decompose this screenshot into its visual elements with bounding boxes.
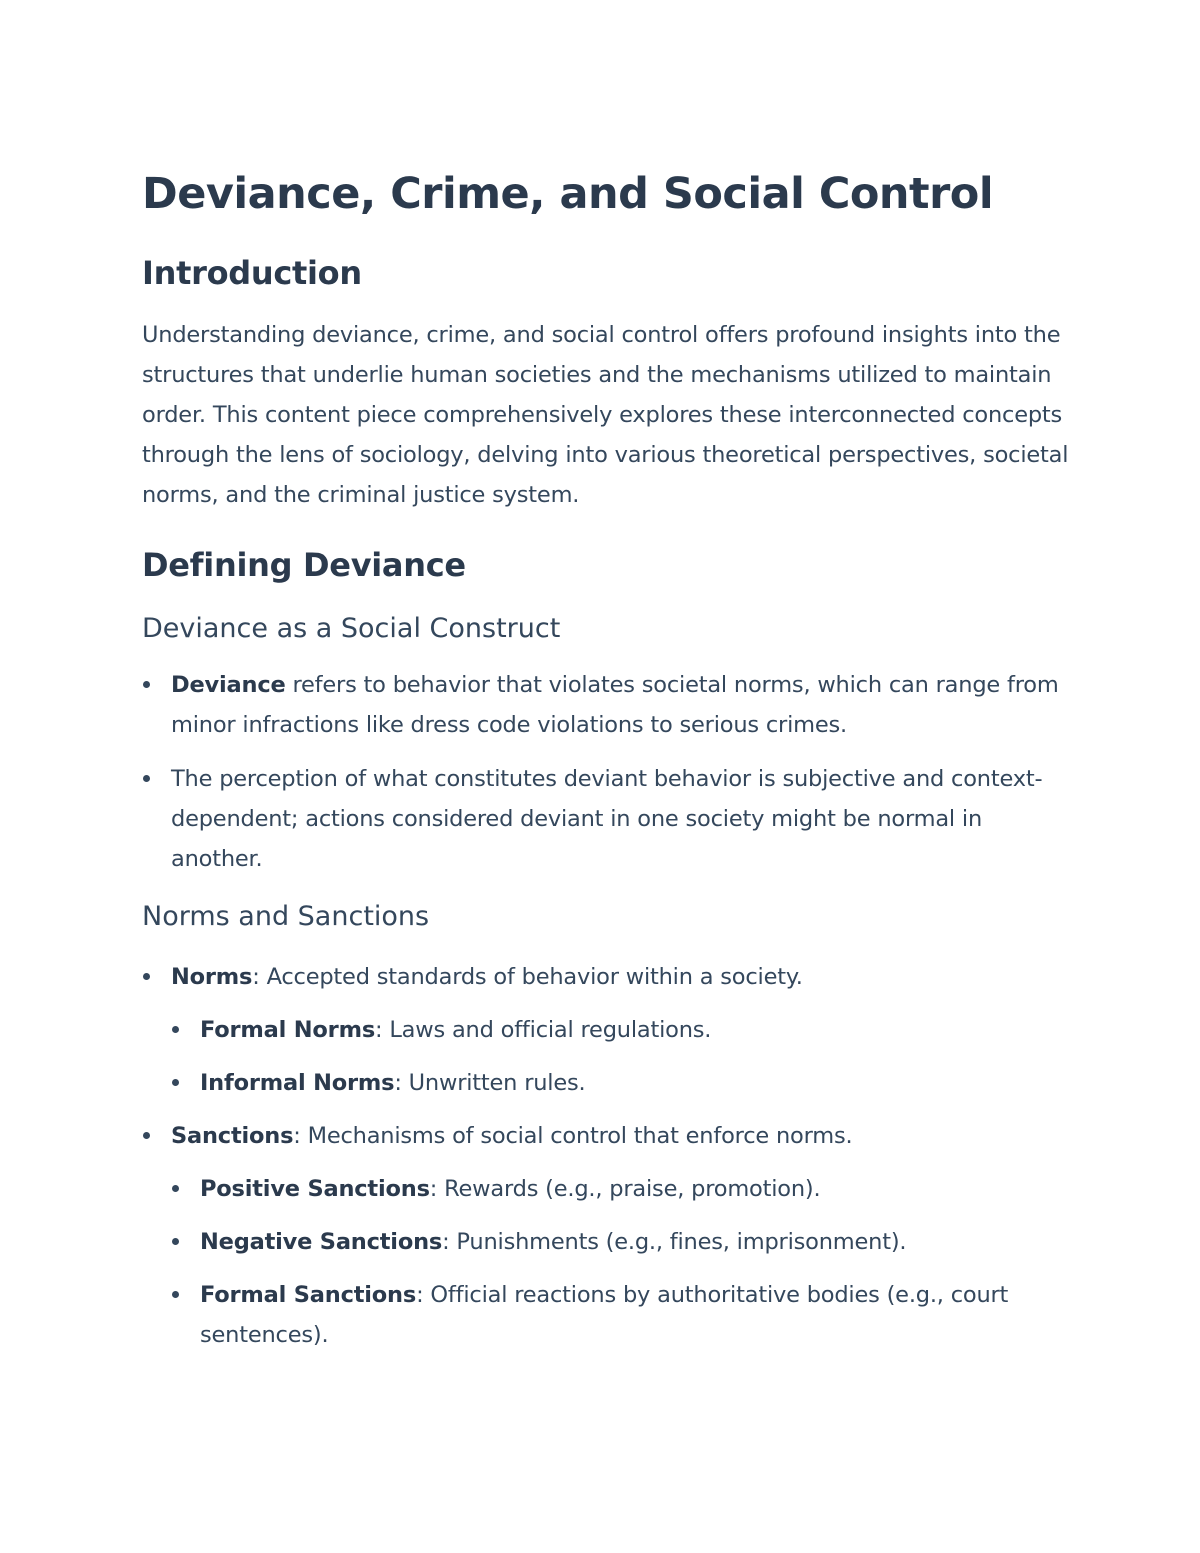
social-construct-list (142, 665, 1070, 879)
introduction-paragraph: Understanding deviance, crime, and social control offers profound insights into the structures that underlie human societies and the mechanisms utilized to maintain order. This content piece comprehensively explores these interconnected concepts through the lens of sociology, delving into various theoretical perspectives, societal norms, and the criminal justice system. (142, 322, 1069, 508)
item-text: : Unwritten rules. (394, 1070, 586, 1096)
section-heading-introduction: Introduction (142, 254, 362, 292)
list-item (142, 665, 1070, 745)
term-label: Norms (171, 964, 253, 990)
term-label: Informal Norms (200, 1070, 395, 1096)
list-item (142, 759, 1070, 879)
term-label: Formal Sanctions (200, 1282, 417, 1308)
sublist-item (171, 1275, 1070, 1355)
page-title: Deviance, Crime, and Social Control (142, 169, 994, 219)
item-text: refers to behavior that violates societal norms, which can range from minor infractions like dress code violations to serious crimes. (171, 672, 1059, 738)
bullet-icon (143, 775, 150, 782)
item-text: : Rewards (e.g., praise, promotion). (429, 1176, 821, 1202)
list-item-norms (142, 957, 1070, 1103)
norms-sanctions-list (142, 957, 1070, 1355)
bullet-icon (143, 973, 150, 980)
term-label: Sanctions (171, 1123, 294, 1149)
subheading-norms-sanctions: Norms and Sanctions (142, 901, 430, 932)
bullet-icon (143, 681, 150, 688)
item-text: : Accepted standards of behavior within a society. (252, 964, 803, 990)
bullet-icon (172, 1291, 179, 1298)
section-heading-defining-deviance: Defining Deviance (142, 546, 466, 584)
bullet-icon (172, 1026, 179, 1033)
sublist-item (171, 1222, 1070, 1262)
term-label: Formal Norms (200, 1017, 376, 1043)
item-text: The perception of what constitutes deviant behavior is subjective and context-dependent; actions considered deviant in one society might be normal in another. (171, 766, 1043, 872)
sublist-item (171, 1010, 1070, 1050)
sublist-item (171, 1169, 1070, 1209)
bullet-icon (172, 1238, 179, 1245)
norms-sublist (171, 1010, 1070, 1103)
list-item-sanctions (142, 1116, 1070, 1355)
bullet-icon (172, 1185, 179, 1192)
term-label: Positive Sanctions (200, 1176, 430, 1202)
sublist-item (171, 1063, 1070, 1103)
term-label: Deviance (171, 672, 286, 698)
bullet-icon (172, 1079, 179, 1086)
subheading-social-construct: Deviance as a Social Construct (142, 613, 561, 644)
item-text: : Laws and official regulations. (375, 1017, 712, 1043)
item-text: : Official reactions by authoritative bodies (e.g., court sentences). (200, 1282, 1009, 1348)
bullet-icon (143, 1132, 150, 1139)
sanctions-sublist (171, 1169, 1070, 1355)
term-label: Negative Sanctions (200, 1229, 443, 1255)
item-text: : Mechanisms of social control that enforce norms. (293, 1123, 853, 1149)
item-text: : Punishments (e.g., fines, imprisonment). (442, 1229, 907, 1255)
